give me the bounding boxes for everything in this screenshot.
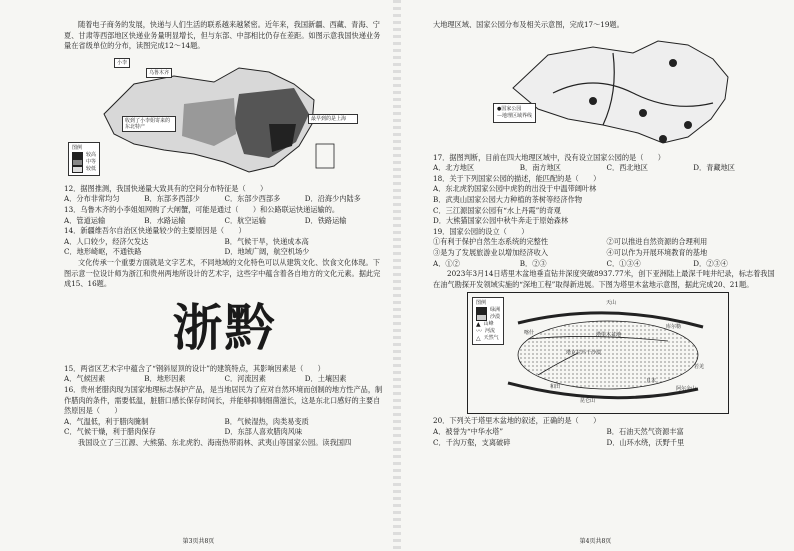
legend-item: △ 天然气 bbox=[476, 335, 499, 343]
legend-item bbox=[72, 166, 96, 173]
option[interactable]: B．水路运输 bbox=[144, 215, 186, 225]
label-kunlun: 昆仑山 bbox=[580, 398, 596, 405]
callout-northeast-goods bbox=[122, 116, 176, 132]
option[interactable]: D．山环水绕，沃野千里 bbox=[606, 437, 685, 447]
option[interactable]: B．南方地区 bbox=[519, 163, 561, 173]
intro-paragraph: 大地理区域、国家公园分布及相关示意图，完成17～19题。 bbox=[433, 20, 624, 29]
label-desert: 塔克拉玛干沙漠 bbox=[566, 350, 602, 357]
tarim-paragraph: 2023年3月14日塔里木盆地垂直钻井深度突破8937.77米，创下亚洲陆上最深千吨井纪录，标志着我国在油气勘探开发领域实施的“深地工程”取得新进展。下图为塔里木盆地示意图，据此完成20、21题。 bbox=[433, 269, 775, 289]
q15-options bbox=[64, 374, 385, 385]
china-express-map bbox=[64, 54, 385, 182]
right-page bbox=[397, 0, 794, 551]
option[interactable]: C．①③④ bbox=[606, 258, 641, 268]
option[interactable]: D．沿海少内陆多 bbox=[304, 194, 361, 204]
tarim-basin-map bbox=[467, 292, 729, 414]
legend-label: 河流 bbox=[485, 328, 496, 335]
option[interactable]: B．石油天然气资源丰富 bbox=[606, 426, 684, 436]
q18-option[interactable]: B．武夷山国家公园大力种植的茶树等经济作物 bbox=[433, 194, 583, 204]
option[interactable]: A．气温低，利于腊肉腌制 bbox=[64, 416, 149, 426]
legend-label: 天然气 bbox=[483, 335, 499, 342]
legend-label: 绿洲 bbox=[490, 307, 501, 314]
option[interactable]: C．航空运输 bbox=[224, 215, 266, 225]
option[interactable]: D．②③④ bbox=[693, 258, 728, 268]
page-footer: 第4页共8页 bbox=[579, 538, 612, 545]
q20-options bbox=[433, 427, 780, 448]
option[interactable]: D．东部人喜欢腊肉风味 bbox=[224, 427, 303, 437]
label-tianshan: 天山 bbox=[606, 300, 617, 307]
q18-option[interactable]: C．三江源国家公园有“水上丹霞”的奇观 bbox=[433, 205, 561, 215]
park-map-legend bbox=[493, 103, 536, 123]
culture-paragraph: 文化传承一个重要方面就是文字艺术，不同地域的文化特色可以从建筑文化、饮食文化体现。下图示意一位设计师为浙江和贵州两地所设计的艺术字，这些字中蕴含着各自地方的文化元素。据此完成15、16题。 bbox=[64, 257, 381, 289]
label-korla: 库尔勒 bbox=[666, 324, 682, 331]
option[interactable]: C．河流因素 bbox=[224, 374, 266, 384]
option[interactable]: C．地形崎岖，不通铁路 bbox=[64, 247, 142, 257]
legend-label: 中等 bbox=[86, 158, 97, 165]
callout-shanghai bbox=[308, 114, 358, 124]
option[interactable]: B．气候干旱，快递成本高 bbox=[224, 236, 309, 246]
page-footer: 第3页共8页 bbox=[182, 538, 215, 545]
option[interactable]: D．铁路运输 bbox=[304, 215, 347, 225]
option[interactable]: B．气候湿热，肉类易变质 bbox=[224, 416, 309, 426]
statement: ①有利于保护自然生态系统的完整性 bbox=[433, 237, 549, 247]
option[interactable]: A．管道运输 bbox=[64, 215, 106, 225]
option[interactable]: C．气候干燥，利于腊肉保存 bbox=[64, 427, 156, 437]
callout-text: 乌鲁木齐 bbox=[149, 69, 170, 76]
question-19: 19．国家公园的设立（ ） bbox=[433, 226, 529, 236]
legend-label: ●国家公园 bbox=[497, 105, 522, 112]
callout-xiaoli bbox=[114, 58, 130, 68]
option[interactable]: A．被誉为“中华水塔” bbox=[433, 426, 504, 436]
option[interactable]: A．人口较少，经济欠发达 bbox=[64, 236, 149, 246]
q17-options bbox=[433, 163, 780, 174]
calligraphy-art: 浙黔 bbox=[172, 298, 277, 357]
q16-options bbox=[64, 417, 385, 438]
option[interactable]: A．气候因素 bbox=[64, 374, 106, 384]
callout-text: 小李 bbox=[117, 59, 128, 66]
legend-item bbox=[72, 159, 96, 166]
callout-text: 收到了小李姐寄来的东北特产 bbox=[125, 117, 171, 130]
legend-title: 图例 bbox=[72, 144, 83, 151]
national-park-map bbox=[433, 33, 780, 151]
option[interactable]: A．北方地区 bbox=[433, 163, 475, 173]
q19-options bbox=[433, 259, 780, 270]
label-qiemo: 且末 bbox=[646, 378, 657, 385]
option[interactable]: A．分布非常均匀 bbox=[64, 194, 120, 204]
question-13: 13．乌鲁木齐的小李姐姐网购了大闸蟹，可能是通过（ ）和公路联运快递运输的。 bbox=[64, 204, 340, 214]
label-altun: 阿尔金山 bbox=[676, 386, 697, 393]
map-legend bbox=[68, 142, 100, 176]
option[interactable]: D．地域广阔，航空机场少 bbox=[224, 247, 310, 257]
option[interactable]: B．地形因素 bbox=[144, 374, 186, 384]
q18-option[interactable]: D．大熊猫国家公园中秋牛奔走于原始森林 bbox=[433, 216, 569, 226]
legend-item: ▲ 山峰 bbox=[476, 321, 494, 329]
option[interactable]: D．青藏地区 bbox=[693, 163, 735, 173]
q12-options bbox=[64, 194, 385, 205]
q18-option[interactable]: A．东北虎豹国家公园中虎豹的出没于中温带阔叶林 bbox=[433, 184, 597, 194]
legend-item: 〰 河流 bbox=[476, 328, 496, 336]
label-ruoqiang: 若羌 bbox=[694, 364, 705, 371]
option[interactable]: D．土壤因素 bbox=[304, 374, 347, 384]
question-16: 16．贵州老腊肉现为国家地理标志保护产品，是当地居民为了应对自然环境而创制的地方性产品，制作腊肉的条件，需要低温，脏腊口感长保存时间长，并能够抑制细菌滋长，这是东北口感好的主要自然原因是（ ） bbox=[64, 384, 383, 416]
option[interactable]: B．东部多西部少 bbox=[144, 194, 200, 204]
statement: ③是为了发展旅游业以增加经济收入 bbox=[433, 247, 549, 257]
basin-legend bbox=[472, 297, 504, 345]
statement: ④可以作为开展环境教育的基地 bbox=[606, 247, 708, 257]
legend-title: 图例 bbox=[476, 300, 487, 307]
question-15: 15．两省区艺术字中蕴含了“钢斜屋顶的设计”的建筑特点，其影响因素是（ ） bbox=[64, 363, 325, 373]
question-17: 17．据图判断，目前在四大地理区域中，没有设立国家公园的是（ ） bbox=[433, 152, 665, 162]
option[interactable]: B．②③ bbox=[519, 258, 547, 268]
legend-item bbox=[72, 152, 96, 159]
label-hotan: 和田 bbox=[550, 384, 561, 391]
statement: ②可以推进自然资源的合理利用 bbox=[606, 237, 708, 247]
question-18: 18．关于下列国家公园的描述，能匹配的是（ ） bbox=[433, 173, 601, 183]
option[interactable]: C．千沟万壑，支离破碎 bbox=[433, 437, 511, 447]
question-20: 20．下列关于塔里木盆地的叙述，正确的是（ ） bbox=[433, 416, 601, 426]
option[interactable]: C．西北地区 bbox=[606, 163, 648, 173]
q13-options bbox=[64, 216, 385, 227]
legend-label: —地理区域界线 bbox=[497, 112, 533, 119]
legend-label: 较高 bbox=[86, 151, 97, 158]
intro-paragraph: 随着电子商务的发展，快递与人们生活的联系越来越紧密。近年来，我国新疆、西藏、青海、宁夏、甘肃等西部地区快递业务量明显增长，但与东部、中部相比仍存在差距。如图示意我国快递业务量在省级单位的分布，读图完成12～14题。 bbox=[64, 20, 381, 51]
national-park-paragraph: 我国设立了三江源、大熊猫、东北虎豹、海南热带雨林、武夷山等国家公园。读我国四 bbox=[78, 437, 352, 447]
question-12: 12．据图推测，我国快递量大致具有的空间分布特征是（ ） bbox=[64, 183, 268, 193]
option[interactable]: C．东部少西部多 bbox=[224, 194, 281, 204]
legend-label: 较低 bbox=[86, 165, 97, 172]
q14-options bbox=[64, 237, 385, 258]
callout-text: 最早到的是上海 bbox=[311, 115, 347, 122]
label-kashgar: 喀什 bbox=[524, 330, 535, 337]
callout-urumqi bbox=[146, 68, 172, 78]
legend-label: 山峰 bbox=[483, 321, 494, 328]
q19-items bbox=[433, 237, 780, 258]
legend-label: 沙漠 bbox=[490, 314, 501, 321]
region-map-graphic bbox=[493, 33, 743, 151]
label-basin: 塔里木盆地 bbox=[596, 332, 622, 339]
question-14: 14．新疆维吾尔自治区快递量较少的主要原因是（ ） bbox=[64, 226, 246, 236]
option[interactable]: A．①② bbox=[433, 258, 460, 268]
